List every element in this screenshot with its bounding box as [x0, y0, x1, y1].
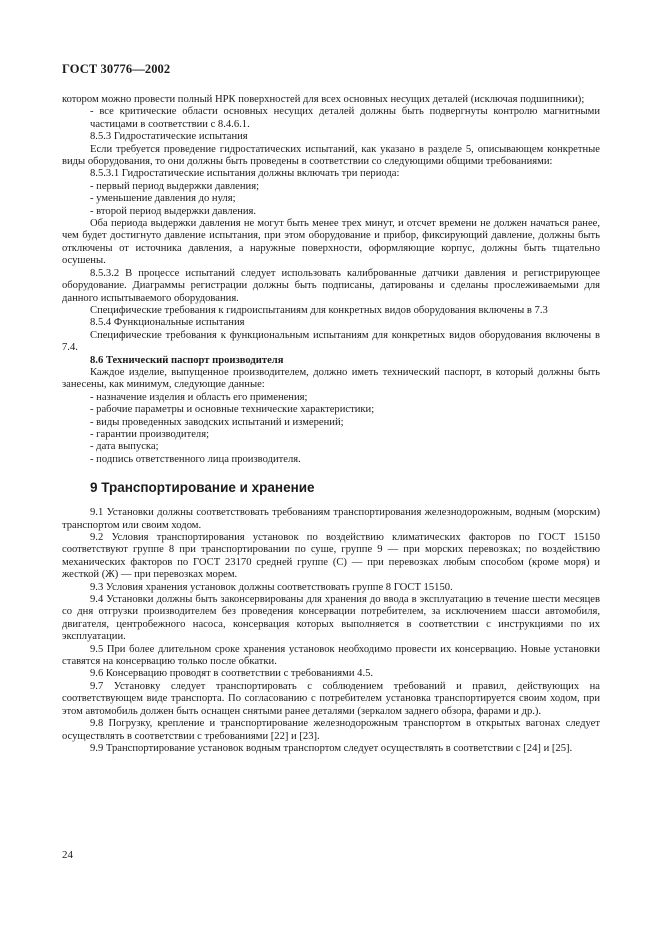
list-item: - гарантии производителя; [90, 428, 210, 440]
list-item: - второй период выдержки давления. [90, 205, 257, 217]
paragraph: 8.5.3 Гидростатические испытания [90, 131, 248, 143]
paragraph: 9.6 Консервацию проводят в соответствии с требованиями 4.5. [90, 668, 374, 680]
paragraph: Специфические требования к функциональным испытаниям для конкретных видов оборудования включены в 7.4. [62, 329, 600, 354]
paragraph: 8.5.4 Функциональные испытания [90, 317, 245, 329]
subsection-heading: 8.6 Технический паспорт производителя [90, 354, 284, 366]
document-header: ГОСТ 30776—2002 [62, 62, 171, 76]
document-page [62, 62, 600, 755]
list-item: - назначение изделия и область его применения; [90, 391, 308, 403]
paragraph: 9.3 Условия хранения установок должны соответствовать группе 8 ГОСТ 15150. [90, 581, 453, 593]
paragraph: Каждое изделие, выпущенное производителем, должно иметь технический паспорт, в который должны быть занесены, как минимум, следующие данные: [62, 366, 600, 391]
list-item: - все критические области основных несущих деталей должны быть подвергнуты контролю магнитными частицами в соответствии с 8.4.6.1. [90, 106, 600, 130]
paragraph: 9.8 Погрузку, крепление и транспортирование железнодорожным транспортом в открытых вагонах следует осуществлять в соответствии с требованиями [22] и [23]. [62, 718, 600, 742]
paragraph: котором можно провести полный НРК поверхностей для всех основных несущих деталей (исключая подшипники); [62, 94, 585, 105]
list-item: - первый период выдержки давления; [90, 180, 260, 192]
paragraph: 9.5 При более длительном сроке хранения установок необходимо провести их консервацию. Новые установки ставятся на консервацию только после обкатки. [62, 643, 600, 668]
section-9-title: 9 Транспортирование и хранение [90, 480, 315, 496]
paragraph: 8.5.3.2 В процессе испытаний следует использовать калиброванные датчики давления и регистрирующее оборудование. Диаграммы регистрации должны быть подписаны, датированы и сделаны прослеживаемыми для данного испытываемого оборудования. [62, 267, 600, 304]
list-item: - виды проведенных заводских испытаний и измерений; [90, 416, 344, 428]
section-8-content [62, 94, 600, 466]
paragraph: 9.4 Установки должны быть законсервированы для хранения до ввода в эксплуатацию в течение шести месяцев со дня отгрузки производителем без проведения консервации потребителем, за исключением шасси автомобиля, двигателя, центробежного насоса, консервация которых выполняется в соответствии с инструкциями по их эксплуатации. [62, 594, 600, 643]
paragraph: Специфические требования к гидроиспытаниям для конкретных видов оборудования включены в 7.3 [90, 304, 548, 316]
paragraph: Оба периода выдержки давления не могут быть менее трех минут, и отсчет времени не должен начаться ранее, чем будет достигнуто давление испытания, при этом оборудование и прибор, фиксирующий давление, должны быть отключены от источника давления, а наружные поверхности, оформляющие корпус, должны быть тщательно осушены. [62, 218, 600, 267]
paragraph: 9.7 Установку следует транспортировать с соблюдением требований и правил, действующих на соответствующем виде транспорта. По согласованию с потребителем установка транспортируется своим ходом, при этом автомобиль должен быть оснащен снятыми ранее деталями (зеркалом заднего обзора, фарами и др.). [62, 680, 600, 717]
list-item: - рабочие параметры и основные технические характеристики; [90, 404, 375, 416]
list-item: - дата выпуска; [90, 441, 159, 453]
paragraph: 9.1 Установки должны соответствовать требованиям транспортирования железнодорожным, водным (морским) транспортом или своим ходом. [62, 507, 600, 531]
section-9-content [62, 507, 600, 755]
paragraph: Если требуется проведение гидростатических испытаний, как указано в разделе 5, описывающем конкретные виды оборудования, то они должны быть проведены в соответствии со следующими общими требованиями: [62, 143, 600, 168]
list-item: - уменьшение давления до нуля; [90, 193, 236, 205]
paragraph: 9.2 Условия транспортирования установок по воздействию климатических факторов по ГОСТ 15150 соответствуют группе 8 при транспортировании по суше, группе 9 — при морских перевозках; по воздействию механических факторов по ГОСТ 23170 средней группе (С) — при перевозках любым способом (кроме моря) и жесткой (Ж) — при перевозках морем. [62, 532, 600, 581]
list-item: - подпись ответственного лица производителя. [90, 453, 301, 465]
paragraph: 8.5.3.1 Гидростатические испытания должны включать три периода: [90, 168, 400, 180]
page-number: 24 [62, 849, 73, 861]
paragraph: 9.9 Транспортирование установок водным транспортом следует осуществлять в соответствии с [24] и [25]. [90, 742, 573, 754]
